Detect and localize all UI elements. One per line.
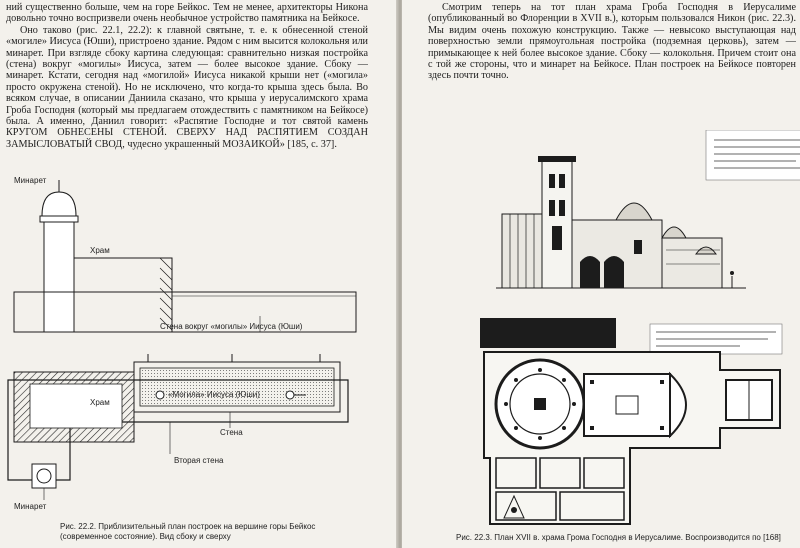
left-page — [0, 0, 398, 548]
label-wall: Стена — [220, 428, 243, 437]
engraving-floor-plan — [480, 318, 790, 528]
label-minaret-bottom: Минарет — [14, 502, 47, 511]
label-grave: «Могила» Иисуса (Юши) — [168, 390, 260, 399]
label-wall-around-grave: Стена вокруг «могилы» Иисуса (Юши) — [160, 322, 303, 331]
left-paragraph-1: ний существенно больше, чем на горе Бейкос. Тем не менее, архитекторы Никона довольно точно воспризвели очень необычное устройство памятника на Бейкосе. — [6, 2, 368, 25]
engraving-elevation — [496, 130, 800, 300]
left-paragraph-2: Оно таково (рис. 22.1, 22.2): к главной святыне, т. е. к обнесенной стеной «могиле» Иисуса (Юши), пристроено здание. Рядом с ним высится колокольня или минарет. При взгляде сбоку картина следующая: сравнительно низкая постройка (стена) вокруг «могилы» Иисуса, затем — более высокое здание. Сбоку — минарет. Кстати, сегодня над «могилой» Иисуса никакой крыши нет («могила» просто окружена стеной). Но не исключено, что когда-то крыша здесь была. Во всяком случае, в описании Даниила сказано, что крыша у иерусалимского храма Гроба Господня (который мы предлагаем отождествить с памятником на Бейкосе) была. А именно, Даниил говорит: «Распятие Господне и тот святой камень КРУГОМ ОБНЕСЕНЫ СТЕНОЙ. СВЕРХУ НАД РАСПЯТИЕМ СОЗДАН ЗАМЫСЛОВАТЫЙ СВОД, чудесно украшенный МОЗАИКОЙ» [185, с. 37]. — [6, 24, 368, 150]
left-text — [6, 2, 368, 150]
right-page — [402, 0, 800, 548]
label-second-wall: Вторая стена — [174, 456, 224, 465]
label-temple-plan: Храм — [90, 398, 110, 407]
label-temple-top: Храм — [90, 246, 110, 255]
figure-22-2-caption: Рис. 22.2. Приблизительный план построек на вершине горы Бейкос (современное состояние). Вид сбоку и сверху — [60, 522, 316, 541]
figure-22-3-caption: Рис. 22.3. План XVII в. храма Грома Господня в Иерусалиме. Воспроизводится по [168] — [456, 533, 781, 542]
side-view-diagram — [0, 168, 398, 548]
right-paragraph-1: Смотрим теперь на тот план храма Гроба Господня в Иерусалиме (опубликованный во Флоренции в XVII в.), которым пользовался Никон (рис. 22.3). Мы видим очень похожую конструкцию. Также — невысоко выступающая над поверхностью земли прямоугольная постройка (подземная церковь), затем — примыкающее к ней более высокое здание. Сбоку — колокольня. Причем стоит она с той же стороны, что и минарет на Бейкосе. План построек на Бейкосе повторен здесь почти точно. — [428, 2, 796, 82]
label-minaret-top: Минарет — [14, 176, 47, 185]
